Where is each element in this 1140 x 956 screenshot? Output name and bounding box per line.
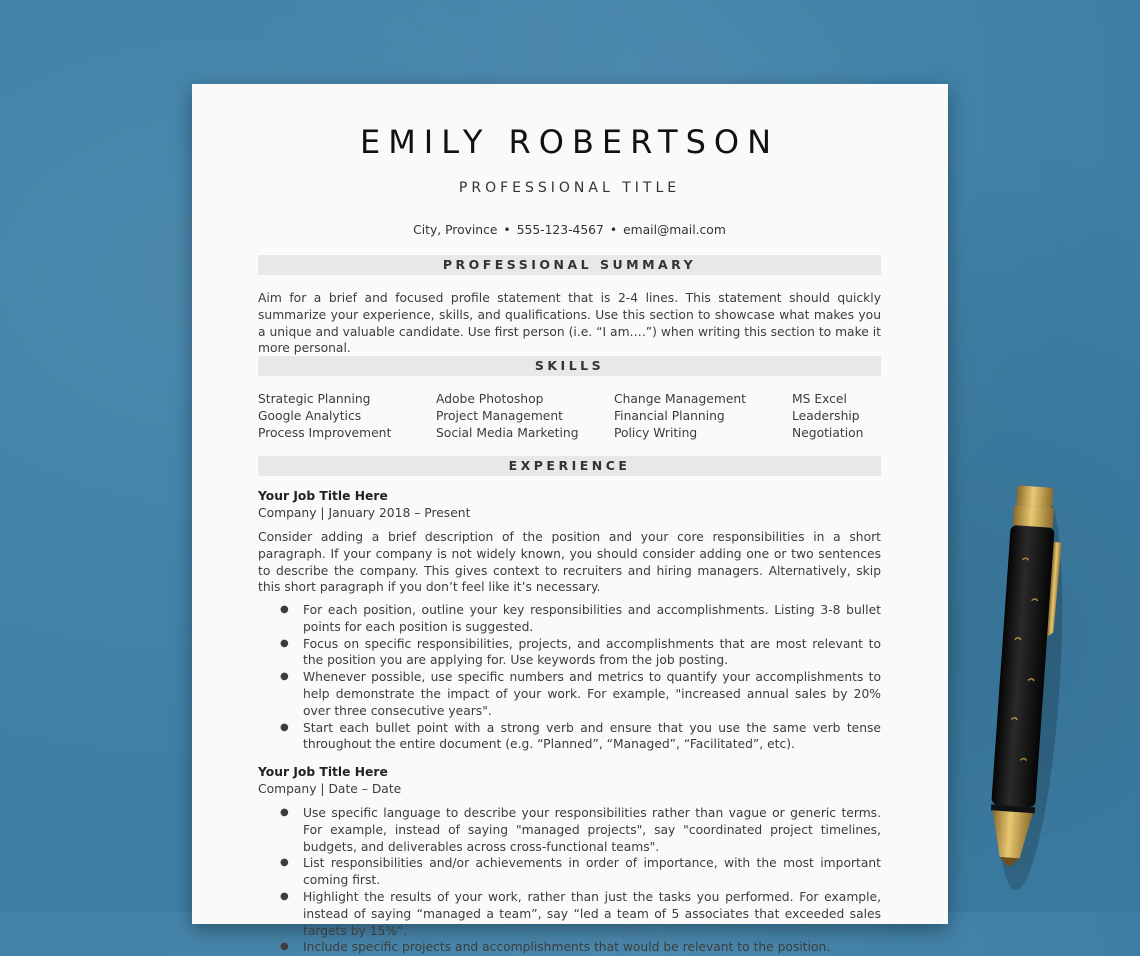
job-bullet: ● Include specific projects and accomplishments that would be relevant to the position. — [258, 939, 881, 956]
job-bullet: ● List responsibilities and/or achievements in order of importance, with the most important coming first. — [258, 855, 881, 889]
contact-email: email@mail.com — [623, 223, 726, 237]
resume-page — [192, 84, 948, 955]
job-bullet: ● Start each bullet point with a strong verb and ensure that you use the same verb tense throughout the entire document (e.g. “Planned”, “Managed”, “Facilitated”, etc). — [258, 720, 881, 754]
job-title: Your Job Title Here — [258, 765, 388, 779]
job-company-dates: Company | Date – Date — [258, 782, 402, 796]
skill-item: MS Excel — [792, 392, 847, 406]
skill-item: Financial Planning — [614, 408, 725, 423]
skill-item: Google Analytics — [258, 408, 362, 423]
professional-title: PROFESSIONAL TITLE — [458, 180, 681, 196]
contact-phone: 555-123-4567 — [516, 223, 604, 237]
skill-item: Adobe Photoshop — [436, 392, 544, 406]
contact-line — [258, 222, 881, 239]
summary-text: Aim for a brief and focused profile statement that is 2-4 lines. This statement should quickly summarize your experience, skills, and qualifications. Use this section to showcase what makes you a unique and valuable candidate. Use first person (i.e. “I am….”) when writing this section to make it more personal. — [258, 291, 881, 356]
job-bullet: ● For each position, outline your key responsibilities and accomplishments. Listing 3-8 bullet points for each position is suggested. — [258, 602, 881, 636]
job-bullet-list — [258, 602, 881, 753]
job-bullet-list — [258, 805, 881, 956]
contact-separator: • — [609, 223, 618, 237]
job-bullet: ● Use specific language to describe your responsibilities rather than vague or generic terms. For example, instead of saying "managed projects", say "coordinated project timelines, budgets, and deliverables across cross-functional teams". — [258, 805, 881, 855]
skill-item: Project Management — [436, 408, 563, 423]
job-bullet: ● Focus on specific responsibilities, projects, and accomplishments that are most relevant to the position you are applying for. Use keywords from the job posting. — [258, 636, 881, 670]
experience-heading: EXPERIENCE — [258, 456, 881, 476]
skills-heading: SKILLS — [258, 356, 881, 376]
skill-item: Social Media Marketing — [436, 425, 579, 440]
job-company-dates: Company | January 2018 – Present — [258, 506, 471, 520]
job-bullet: ● Whenever possible, use specific numbers and metrics to quantify your accomplishments to help demonstrate the impact of your work. For example, "increased annual sales by 20% over three consecutive years". — [258, 669, 881, 719]
skill-item: Process Improvement — [258, 425, 392, 440]
skill-item: Policy Writing — [614, 425, 698, 440]
skill-item: Negotiation — [792, 425, 864, 440]
job-description: Consider adding a brief description of the position and your core responsibilities in a short paragraph. If your company is not widely known, you should consider adding one or two sentences to describe the company. This gives context to recruiters and hiring managers. Alternatively, skip this short paragraph if you don’t feel like it’s necessary. — [258, 530, 881, 595]
contact-location: City, Province — [413, 223, 498, 237]
skill-item: Leadership — [792, 408, 860, 423]
pen-icon — [985, 485, 1073, 892]
resume-name: EMILY ROBERTSON — [359, 123, 780, 161]
summary-heading: PROFESSIONAL SUMMARY — [258, 255, 881, 275]
contact-separator: • — [503, 223, 511, 237]
skills-grid — [258, 391, 881, 441]
skill-item: Change Management — [614, 392, 746, 406]
job-bullet: ● Highlight the results of your work, rather than just the tasks you performed. For example, instead of saying “managed a team”, say “led a team of 5 associates that exceeded sales targets by 15%”. — [258, 889, 881, 939]
job-title: Your Job Title Here — [258, 489, 388, 503]
skill-item: Strategic Planning — [258, 392, 371, 406]
